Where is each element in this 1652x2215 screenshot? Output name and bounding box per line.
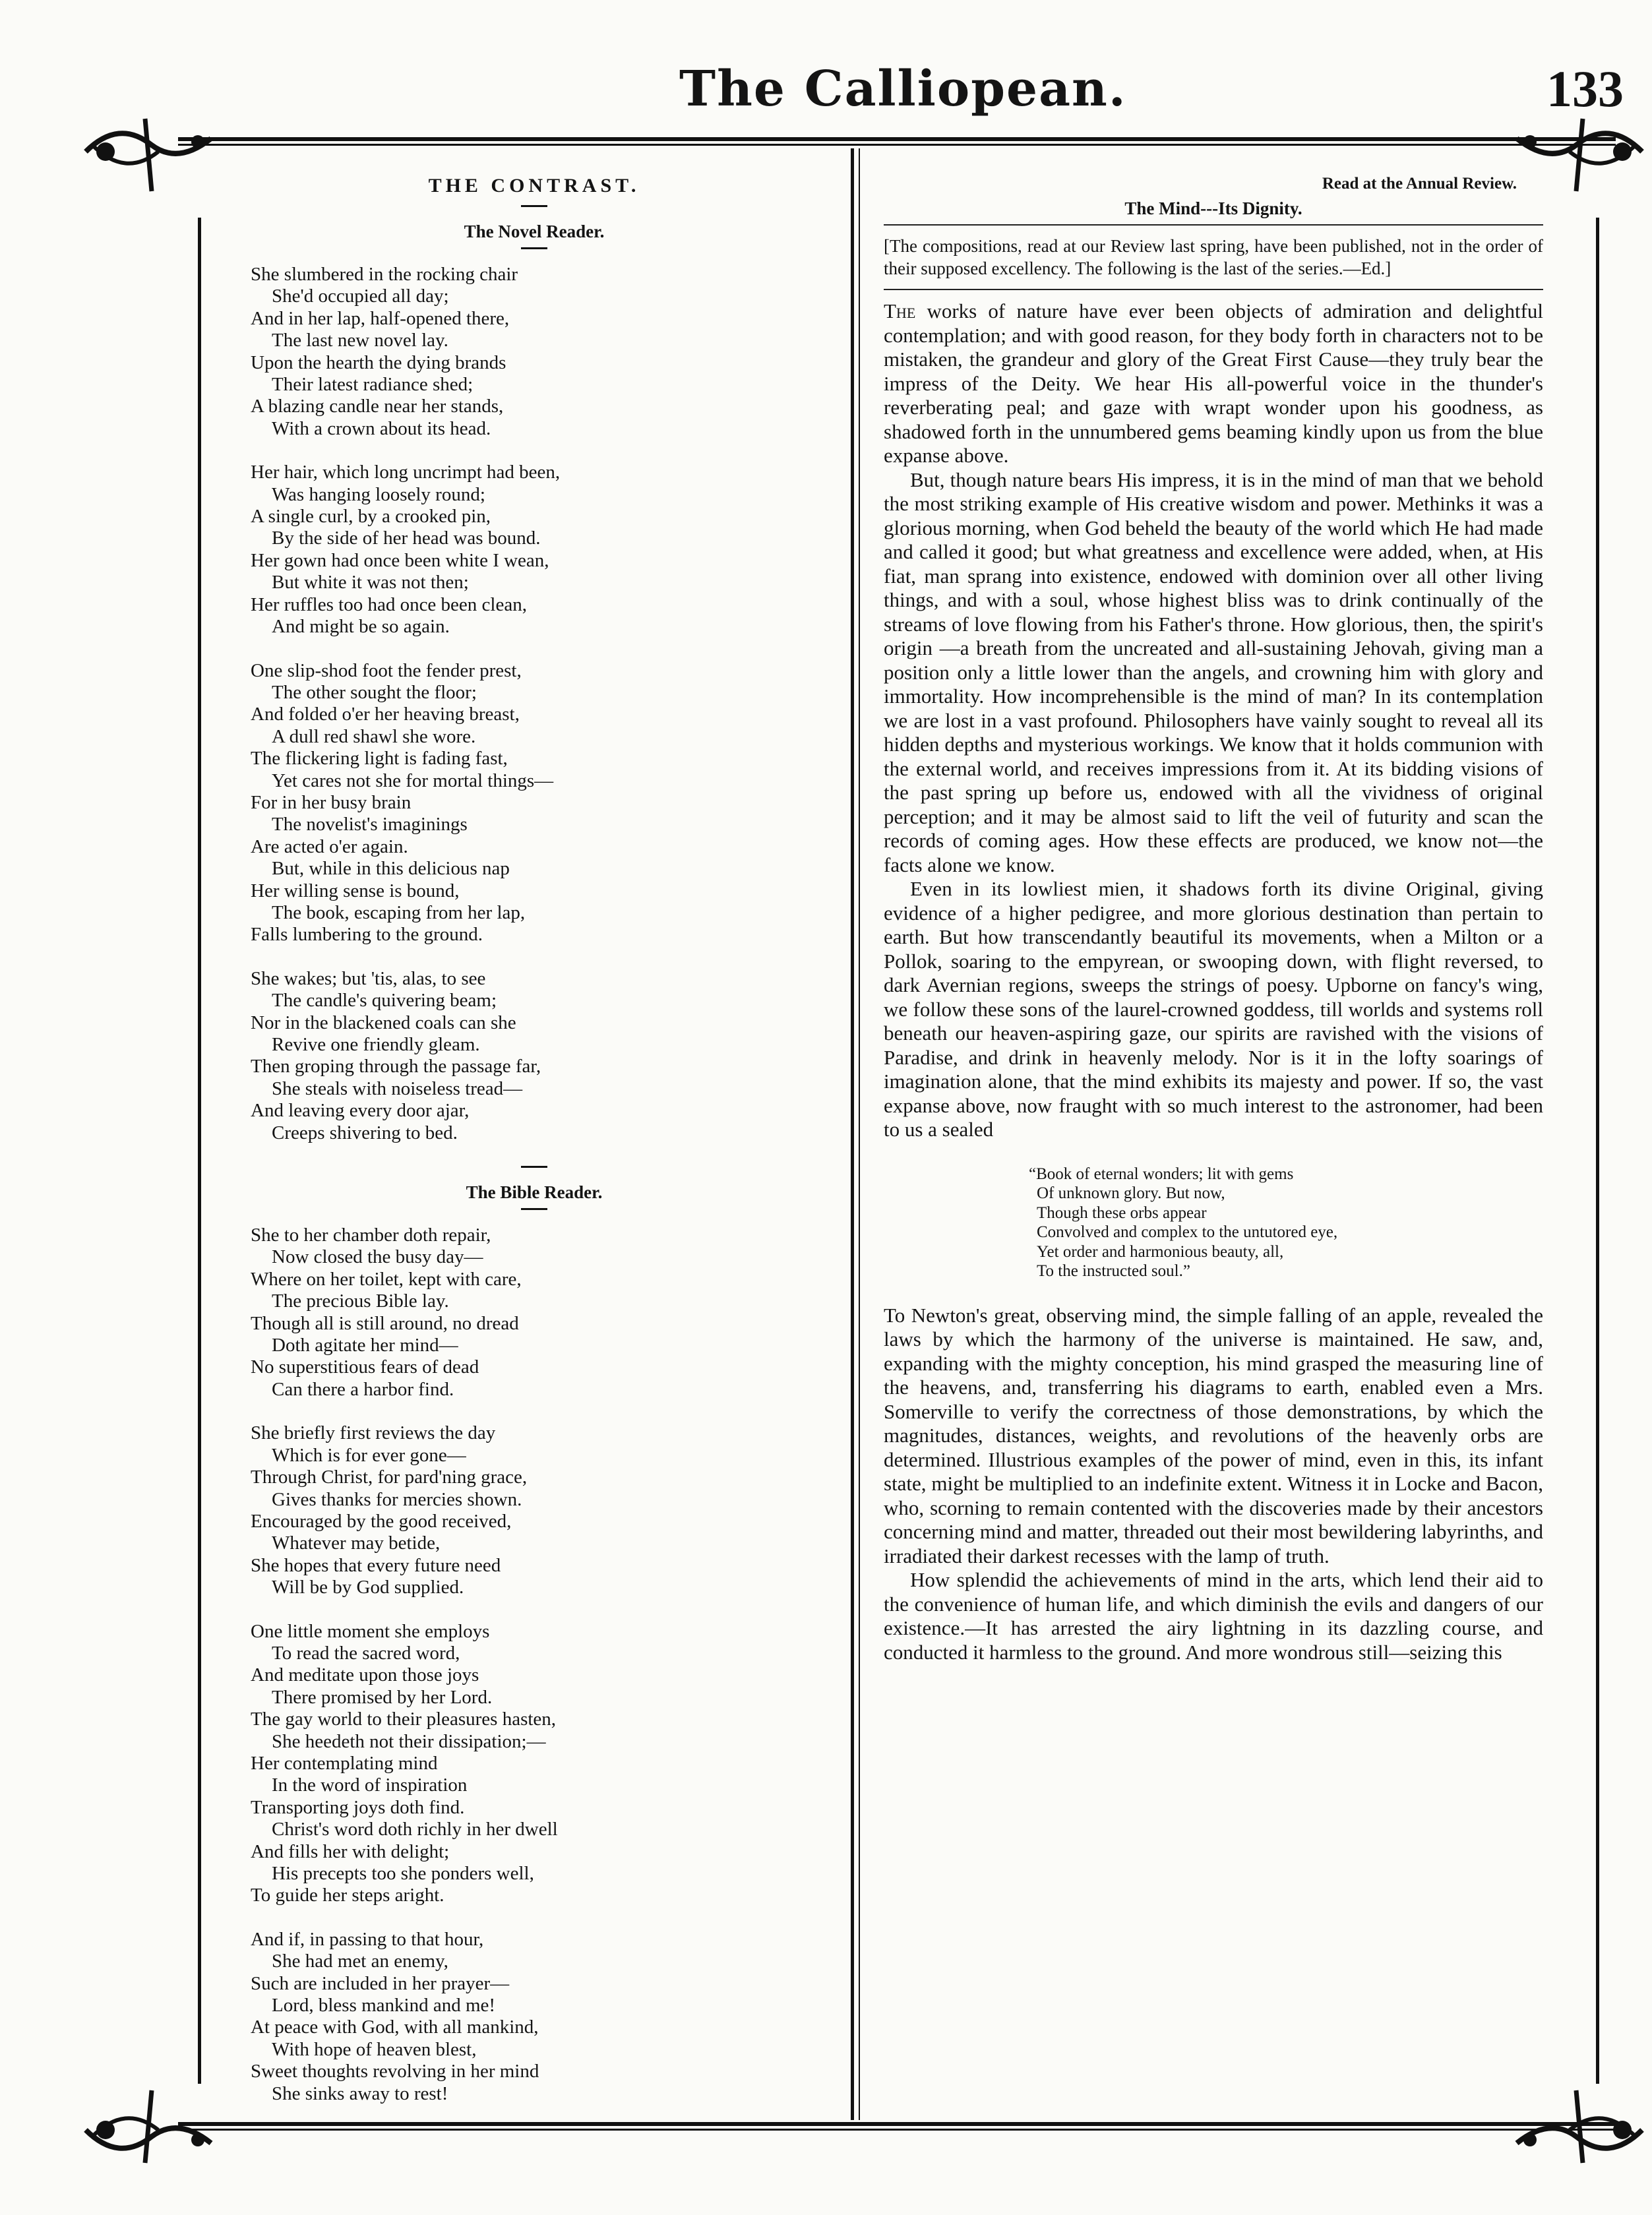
poem-line: By the side of her head was bound. [272,528,541,549]
right-column [884,175,1543,1664]
editor-note: [The compositions, read at our Review last spring, have been published, not in the order of their supposed excellency. The following is the last of the series.—Ed.] [884,236,1543,278]
poem-line: And meditate upon those joys [251,1664,479,1686]
novel-reader-poem [251,264,818,1144]
drop-word: The [884,299,916,322]
left-column [251,175,818,2127]
essay-body [884,299,1543,1142]
poem-line: To read the sacred word, [272,1642,460,1664]
title-dash [521,247,547,249]
poem-line: Gives thanks for mercies shown. [272,1488,522,1510]
poem-line: She briefly first reviews the day [251,1422,496,1444]
poem-line: With a crown about its head. [272,417,491,439]
center-divider-rule [851,148,854,2120]
poem-line: She wakes; but 'tis, alas, to see [251,967,486,989]
poem-line: Sweet thoughts revolving in her mind [251,2061,539,2082]
poem-line: The candle's quivering beam; [272,990,497,1012]
paragraph-4: To Newton's great, observing mind, the simple falling of an apple, revealed the laws by which the harmony of the universe is maintained. He saw, and, expanding with the mighty conception, his mind grasped the measuring line of the heavens, and, transferring his diagrams to earth, enabled even a Mrs. Somerville to verify the correctness of those demonstrations, by which the magnitudes, distances, weights, and revolutions of the heavenly orbs are determined. Illustrious examples of the power of mind, even in this, its infant state, might be multiplied to an indefinite extent. Witness it in Locke and Bacon, who, scorning to remain contented with the discoveries made by their ancestors concerning mind and matter, threaded out their most bewildering labyrinths, and irradiated their darkest recesses with the lamp of truth. [884,1303,1543,1567]
poem-line: And might be so again. [272,616,450,638]
poem-line: And in her lap, half-opened there, [251,307,510,329]
poem-line: Was hanging loosely round; [272,483,485,505]
poem-line: Lord, bless mankind and me! [272,1995,496,2017]
stanza [251,1621,818,1907]
poem-line: Can there a harbor find. [272,1378,454,1400]
poem-line: Doth agitate her mind— [272,1335,458,1356]
quote-line: Convolved and complex to the untutored eye, [1037,1223,1338,1241]
read-at-note: Read at the Annual Review. [1322,175,1517,193]
poem-separator [521,1166,547,1168]
poem-line: The last new novel lay. [272,330,448,351]
quote-line: Of unknown glory. But now, [1037,1184,1225,1202]
poem-line: She sinks away to rest! [272,2082,448,2104]
essay-title: The Mind---Its Dignity. [1124,198,1302,218]
paragraph-1-text: works of nature have ever been objects of admiration and delightful contemplation; and with good reason, for they body forth in characters not to be mistaken, the grandeur and glory of the Great First Cause—they truly bear the impress of the Deity. We hear His all-powerful voice in the thunder's reverberating peal; and gaze with wrapt wonder upon his goodness, as shadowed forth in the unnumbered gems beaming kindly upon us from the blue expanse above. [884,299,1544,467]
poem-line: She heedeth not their dissipation;— [272,1730,546,1752]
poem-line: There promised by her Lord. [272,1686,493,1708]
poem-line: A blazing candle near her stands, [251,396,504,417]
poem-line: Creeps shivering to bed. [272,1122,458,1143]
poem-line: The novelist's imaginings [272,814,468,835]
poem-line: To guide her steps aright. [251,1885,444,1906]
left-border-rule [198,218,201,2084]
paragraph-1 [884,299,1543,468]
paragraph-2: But, though nature bears His impress, it is in the mind of man that we behold the most striking example of His creative wisdom and power. Methinks it was a glorious morning, when God beheld the beauty of the world which He had made and called it good; but what greatness and excellence were added, when, at His fiat, man sprang into existence, endowed with dominion over all other living things, and with a soul, whose highest bliss was to drink continually of the streams of love flowing from his Father's throne. How glorious, then, the spirit's origin —a breath from the uncreated and all-sustaining Jehovah, giving man a position only a little lower than the angels, and crowning him with glory and immortality. How incomprehensible is the mind of man? In its contemplation we are lost in a vast profound. Philosophers have vainly sought to reveal all its hidden depths and mysterious workings. We know that it holds communion with the external world, and receives impressions from it. At its bidding visions of the past spring up before us, endowed with all the vividness of original perception; and it may be almost said to lift the veil of futurity and scan the records of coming ages. How these effects are produced, we know not—the facts alone we know. [884,468,1543,876]
poem-line: Where on her toilet, kept with care, [251,1268,522,1290]
poem-line: She hopes that every future need [251,1554,501,1576]
bible-reader-poem [251,1225,818,2105]
poem-line: Through Christ, for pard'ning grace, [251,1467,528,1488]
poem-line: Are acted o'er again. [251,835,408,857]
poem-line: And folded o'er her heaving breast, [251,704,520,725]
top-rule [178,137,1616,146]
paragraph-5: How splendid the achievements of mind in the arts, which lend their aid to the convenience of human life, and which diminish the evils and dangers of our existence.—It has arrested the airy lightning in its dazzling course, and conducted it harmless to the ground. And more wondrous still—seizing this [884,1568,1543,1664]
poem-line: Her ruffles too had once been clean, [251,593,527,615]
poem-line: The flickering light is fading fast, [251,748,508,770]
poem-line: Transporting joys doth find. [251,1796,465,1818]
poem-line: And fills her with delight; [251,1840,450,1862]
poem-line: She slumbered in the rocking chair [251,264,518,285]
quote-line: “Book of eternal wonders; lit with gems [1029,1165,1294,1183]
poem-line: Upon the hearth the dying brands [251,351,506,373]
intro-rule-2 [884,289,1543,290]
poem-line: The precious Bible lay. [272,1290,449,1312]
poem-line: Yet cares not she for mortal things— [272,770,554,791]
title-dash-2 [521,1208,547,1210]
contrast-heading: THE CONTRAST. [428,175,640,197]
poem-line: Encouraged by the good received, [251,1510,512,1532]
poem-line: No superstitious fears of dead [251,1356,479,1378]
poem-line: Though all is still around, no dread [251,1312,519,1334]
poem-line: The other sought the floor; [272,681,477,703]
quote-line: Though these orbs appear [1037,1203,1207,1222]
stanza [251,1929,818,2105]
poem-line: Nor in the blackened coals can she [251,1012,516,1033]
poem-line: She had met an enemy, [272,1951,448,1972]
poem-line: In the word of inspiration [272,1775,468,1796]
poem-line: With hope of heaven blest, [272,2038,477,2060]
ornament-bottom-left-icon [79,2084,218,2176]
poem-line: Her contemplating mind [251,1752,438,1774]
poem-line: She to her chamber doth repair, [251,1225,491,1246]
poem-line: At peace with God, with all mankind, [251,2017,539,2038]
stanza [251,1422,818,1598]
center-divider-rule-2 [859,148,860,2120]
quote-line: To the instructed soul.” [1037,1262,1190,1280]
poem-line: Her hair, which long uncrimpt had been, [251,462,561,483]
heading-dash [521,205,547,207]
poem-line: Whatever may betide, [272,1532,441,1554]
poem-line: Falls lumbering to the ground. [251,924,483,946]
poem-line: But white it was not then; [272,572,469,593]
stanza [251,1225,818,1401]
stanza [251,264,818,440]
novel-reader-title: The Novel Reader. [464,222,605,241]
poem-line: A dull red shawl she wore. [272,725,476,747]
poem-line: The gay world to their pleasures hasten, [251,1709,557,1730]
journal-title: The Calliopean. [679,61,1127,117]
poem-line: But, while in this delicious nap [272,858,510,880]
poem-line: Will be by God supplied. [272,1577,464,1598]
poem-line: She'd occupied all day; [272,286,449,307]
poem-line: And if, in passing to that hour, [251,1928,484,1950]
poem-line: Her gown had once been white I wean, [251,549,549,571]
right-border-rule [1596,218,1599,2084]
bible-reader-title: The Bible Reader. [466,1182,603,1203]
poem-line: One little moment she employs [251,1620,490,1642]
poem-line: For in her busy brain [251,791,412,813]
poem-line: His precepts too she ponders well, [272,1863,534,1884]
poem-line: Which is for ever gone— [272,1444,466,1466]
intro-rule [884,224,1543,226]
poem-line: Their latest radiance shed; [272,374,474,396]
poem-line: And leaving every door ajar, [251,1100,470,1122]
poem-line: Christ's word doth richly in her dwell [272,1819,558,1840]
poem-line: Now closed the busy day— [272,1246,483,1268]
stanza [251,660,818,946]
poem-line: Her willing sense is bound, [251,880,460,901]
ornament-bottom-right-icon [1510,2084,1649,2176]
page-number: 133 [1546,60,1624,117]
poem-line: A single curl, by a crooked pin, [251,506,491,528]
quote-line: Yet order and harmonious beauty, all, [1037,1242,1284,1261]
poem-line: The book, escaping from her lap, [272,901,526,923]
block-quote [1029,1165,1543,1281]
poem-line: Then groping through the passage far, [251,1056,541,1077]
masthead [0,58,1652,131]
poem-line: She steals with noiseless tread— [272,1077,523,1099]
stanza [251,462,818,638]
stanza [251,968,818,1144]
poem-line: Revive one friendly gleam. [272,1034,480,1055]
poem-line: One slip-shod foot the fender prest, [251,659,522,681]
poem-line: Such are included in her prayer— [251,1972,510,1994]
ornament-top-left-icon [79,106,218,198]
essay-body-continued [884,1304,1543,1665]
paragraph-3: Even in its lowliest mien, it shadows forth its divine Original, giving evidence of a higher pedigree, and more glorious destination than pertain to earth. But how transcendantly beautiful its movements, when a Milton or a Pollok, soaring to the empyrean, or swooping down, with flight reversed, to dark Avernian regions, sweeps the strings of poesy. Upborne on fancy's wing, we follow these sons of the laurel-crowned goddess, till worlds and systems roll beneath our heaven-aspiring gaze, our spirits are ravished with the visions of Paradise, and drink in heavenly melody. Nor is it in the lofty soarings of imagination alone, that the mind exhibits its majesty and power. If so, the vast expanse above, now fraught with so much interest to the astronomer, had been to us a sealed [884,877,1543,1141]
